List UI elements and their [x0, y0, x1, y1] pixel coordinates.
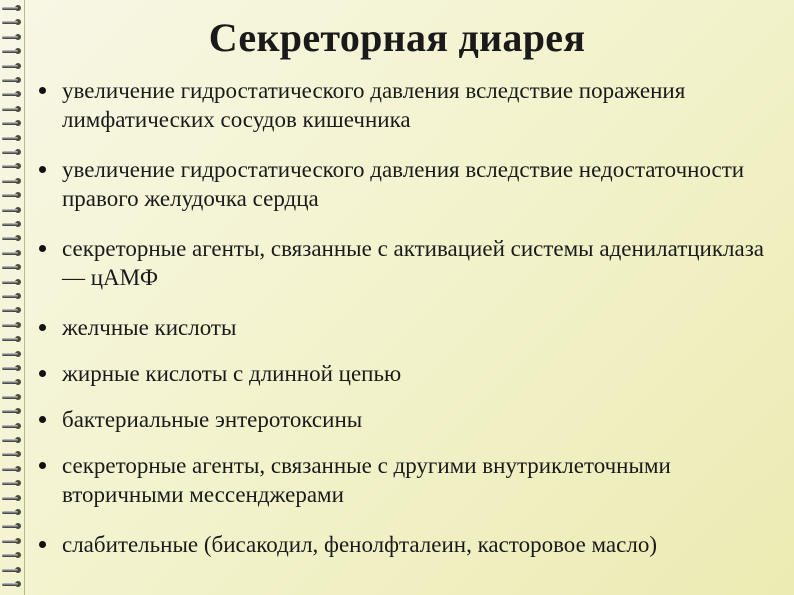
bullet-icon: [39, 416, 46, 423]
binding-ring-icon: [2, 177, 22, 186]
list-item: [36, 234, 776, 292]
binding-ring-icon: [2, 479, 22, 488]
binding-ring-icon: [2, 234, 22, 243]
list-item: [36, 530, 776, 559]
binding-ring-icon: [2, 105, 22, 114]
binding-ring-icon: [2, 206, 22, 215]
binding-ring-icon: [2, 119, 22, 128]
binding-ring-icon: [2, 407, 22, 416]
binding-ring-icon: [2, 321, 22, 330]
binding-ring-icon: [2, 220, 22, 229]
list-item: [36, 405, 776, 434]
bullet-icon: [39, 87, 46, 94]
binding-ring-icon: [2, 292, 22, 301]
list-item-text: желчные кислоты: [62, 315, 237, 340]
binding-ring-icon: [2, 436, 22, 445]
bullet-list: [36, 76, 776, 559]
list-item: [36, 155, 776, 213]
binding-ring-icon: [2, 191, 22, 200]
binding-ring-icon: [2, 522, 22, 531]
bullet-icon: [39, 541, 46, 548]
binding-ring-icon: [2, 90, 22, 99]
bullet-icon: [39, 166, 46, 173]
binding-ring-icon: [2, 335, 22, 344]
list-item: [36, 76, 776, 134]
list-item-text: жирные кислоты с длинной цепью: [62, 361, 402, 386]
binding-ring-icon: [2, 249, 22, 258]
binding-ring-icon: [2, 465, 22, 474]
binding-ring-icon: [2, 306, 22, 315]
binding-ring-icon: [2, 450, 22, 459]
list-item-text: увеличение гидростатического давления вследствие недостаточности правого желудочка сердца: [62, 157, 745, 211]
bullet-icon: [39, 324, 46, 331]
list-item-text: увеличение гидростатического давления вследствие поражения лимфатических сосудов кишечника: [62, 78, 686, 132]
bullet-icon: [39, 245, 46, 252]
list-item: [36, 451, 776, 509]
list-item: [36, 313, 776, 342]
binding-ring-icon: [2, 62, 22, 71]
binding-ring-icon: [2, 364, 22, 373]
binding-ring-icon: [2, 263, 22, 272]
slide-title: Секреторная диарея: [208, 15, 586, 60]
binding-ring-icon: [2, 350, 22, 359]
binding-ring-icon: [2, 580, 22, 589]
list-item-text: слабительные (бисакодил, фенолфталеин, касторовое масло): [62, 532, 657, 557]
bullet-icon: [39, 370, 46, 377]
binding-ring-icon: [2, 537, 22, 546]
binding-ring-icon: [2, 4, 22, 13]
binding-edge: [24, 0, 25, 595]
binding-ring-icon: [2, 378, 22, 387]
binding-ring-icon: [2, 422, 22, 431]
binding-ring-icon: [2, 148, 22, 157]
binding-ring-icon: [2, 134, 22, 143]
bullet-icon: [39, 462, 46, 469]
list-item-text: секреторные агенты, связанные с другими внутриклеточными вторичными мессенджерами: [62, 453, 671, 507]
binding-ring-icon: [2, 278, 22, 287]
binding-ring-icon: [2, 494, 22, 503]
binding-ring-icon: [2, 393, 22, 402]
binding-ring-icon: [2, 76, 22, 85]
list-item-text: секреторные агенты, связанные с активацией системы аденилатциклаза — цАМФ: [62, 236, 765, 290]
binding-ring-icon: [2, 551, 22, 560]
binding-ring-icon: [2, 162, 22, 171]
list-item-text: бактериальные энтеротоксины: [62, 407, 363, 432]
binding-ring-icon: [2, 508, 22, 517]
spiral-binding: [0, 0, 24, 595]
list-item: [36, 359, 776, 388]
binding-ring-icon: [2, 566, 22, 575]
